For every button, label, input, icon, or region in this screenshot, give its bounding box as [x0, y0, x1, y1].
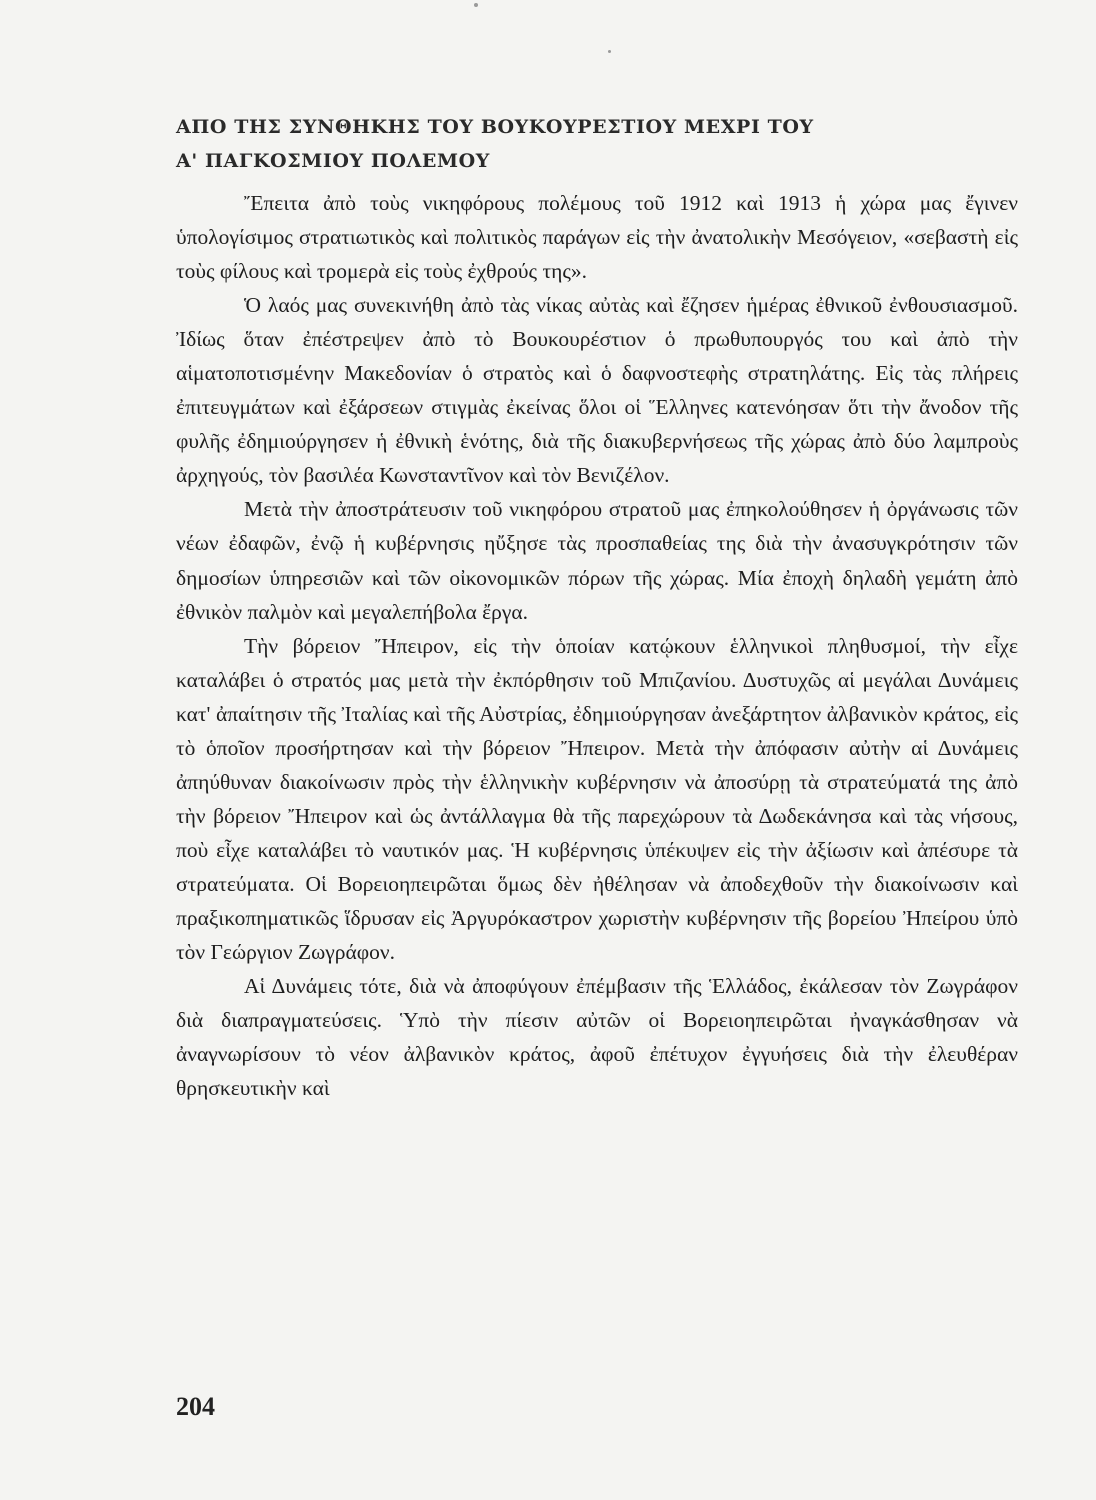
paragraph: Αἱ Δυνάμεις τότε, διὰ νὰ ἀποφύγουν ἐπέμβασιν τῆς Ἑλλάδος, ἐκάλεσαν τὸν Ζωγράφον διὰ διαπραγματεύσεις. Ὑπὸ τὴν πίεσιν αὐτῶν οἱ Βορειοηπειρῶται ἠναγκάσθησαν νὰ ἀναγνωρίσουν τὸ νέον ἀλβανικὸν κράτος, ἀφοῦ ἐπέτυχον ἐγγυήσεις διὰ τὴν ἐλευθέραν θρησκευτικὴν καὶ: [176, 974, 1018, 1101]
chapter-heading-line-2: Α' ΠΑΓΚΟΣΜΙΟΥ ΠΟΛΕΜΟΥ: [176, 150, 490, 172]
paragraph: Τὴν βόρειον Ἤπειρον, εἰς τὴν ὁποίαν κατῴκουν ἑλληνικοὶ πληθυσμοί, τὴν εἶχε καταλάβει ὁ στρατός μας μετὰ τὴν ἐκπόρθησιν τοῦ Μπιζανίου. Δυστυχῶς αἱ μεγάλαι Δυνάμεις κατ' ἀπαίτησιν τῆς Ἰταλίας καὶ τῆς Αὐστρίας, ἐδημιούργησαν ἀνεξάρτητον ἀλβανικὸν κράτος, εἰς τὸ ὁποῖον προσήρτησαν καὶ τὴν βόρειον Ἤπειρον. Μετὰ τὴν ἀπόφασιν αὐτὴν αἱ Δυνάμεις ἀπηύθυναν διακοίνωσιν πρὸς τὴν ἑλληνικὴν κυβέρνησιν νὰ ἀποσύρῃ τὰ στρατεύματά της ἀπὸ τὴν βόρειον Ἤπειρον καὶ ὡς ἀντάλλαγμα θὰ τῆς παρεχώρουν τὰ Δωδεκάνησα καὶ τὰς νήσους, ποὺ εἶχε καταλάβει τὸ ναυτικόν μας. Ἡ κυβέρνησις ὑπέκυψεν εἰς τὴν ἀξίωσιν καὶ ἀπέσυρε τὰ στρατεύματα. Οἱ Βορειοηπειρῶται ὅμως δὲν ἠθέλησαν νὰ ἀποδεχθοῦν τὴν διακοίνωσιν καὶ πραξικοπηματικῶς ἵδρυσαν εἰς Ἀργυρόκαστρον χωριστὴν κυβέρνησιν τῆς βορείου Ἠπείρου ὑπὸ τὸν Γεώργιον Ζωγράφον.: [176, 633, 1018, 965]
page-number: 204: [176, 1392, 215, 1421]
chapter-heading-line-1: ΑΠΟ ΤΗΣ ΣΥΝΘΗΚΗΣ ΤΟΥ ΒΟΥΚΟΥΡΕΣΤΙΟΥ ΜΕΧΡΙ ΤΟΥ: [176, 116, 814, 138]
paragraph: Ὁ λαός μας συνεκινήθη ἀπὸ τὰς νίκας αὐτὰς καὶ ἔζησεν ἡμέρας ἐθνικοῦ ἐνθουσιασμοῦ. Ἰδίως ὅταν ἐπέστρεψεν ἀπὸ τὸ Βουκουρέστιον ὁ πρωθυπουργός του καὶ ἀπὸ τὴν αἱματοποτισμένην Μακεδονίαν ὁ στρατὸς καὶ ὁ δαφνοστεφὴς στρατηλάτης. Εἰς τὰς πλήρεις ἐπιτευγμάτων καὶ ἐξάρσεων στιγμὰς ἐκείνας ὅλοι οἱ Ἕλληνες κατενόησαν ὅτι τὴν ἄνοδον τῆς φυλῆς ἐδημιούργησεν ἡ ἐθνικὴ ἑνότης, διὰ τῆς διακυβερνήσεως τῆς χώρας ἀπὸ δύο λαμπροὺς ἀρχηγούς, τὸν βασιλέα Κωνσταντῖνον καὶ τὸν Βενιζέλον.: [176, 293, 1018, 488]
print-speck: [474, 3, 478, 7]
print-speck: [608, 50, 611, 53]
paragraph: Ἔπειτα ἀπὸ τοὺς νικηφόρους πολέμους τοῦ 1912 καὶ 1913 ἡ χώρα μας ἔγινεν ὑπολογίσιμος στρατιωτικὸς καὶ πολιτικὸς παράγων εἰς τὴν ἀνατολικὴν Μεσόγειον, «σεβαστὴ εἰς τοὺς φίλους καὶ τρομερὰ εἰς τοὺς ἐχθρούς της».: [176, 191, 1018, 284]
paragraph: Μετὰ τὴν ἀποστράτευσιν τοῦ νικηφόρου στρατοῦ μας ἐπηκολούθησεν ἡ ὀργάνωσις τῶν νέων ἐδαφῶν, ἐνῷ ἡ κυβέρνησις ηὔξησε τὰς προσπαθείας της διὰ τὴν ἀνασυγκρότησιν τῶν δημοσίων ὑπηρεσιῶν καὶ τῶν οἰκονομικῶν πόρων τῆς χώρας. Μία ἐποχὴ δηλαδὴ γεμάτη ἀπὸ ἐθνικὸν παλμὸν καὶ μεγαλεπήβολα ἔργα.: [176, 497, 1018, 624]
chapter-heading: [176, 110, 1026, 178]
body-text: [176, 186, 1018, 1105]
